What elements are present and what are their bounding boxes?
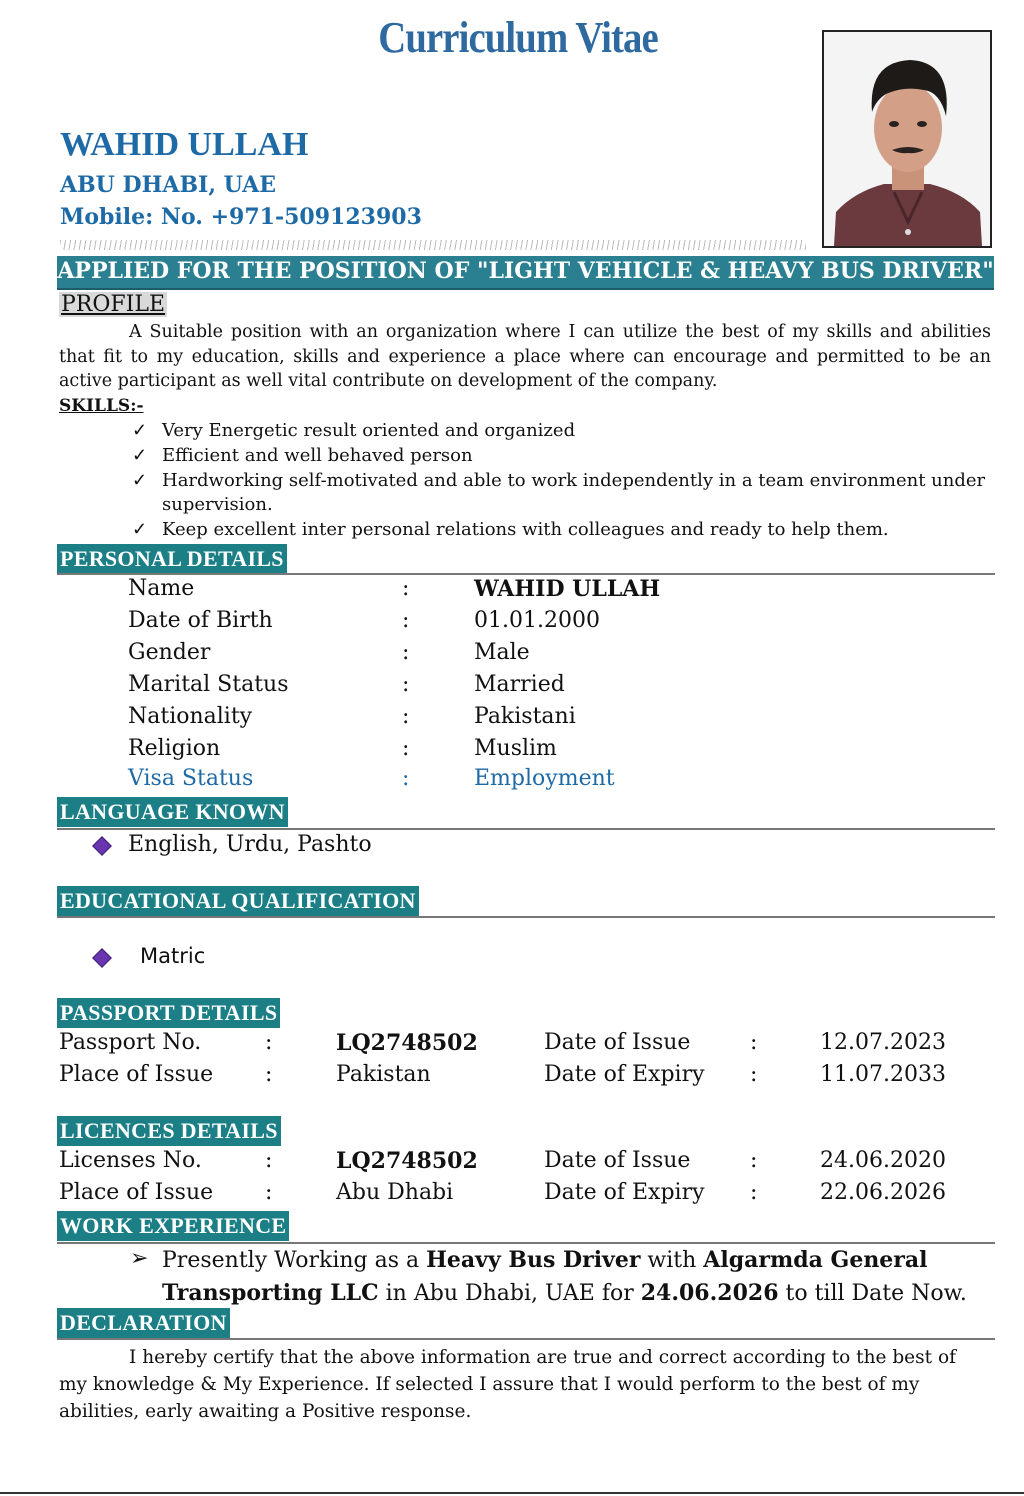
personal-value: Pakistani (474, 704, 576, 729)
colon: : (750, 1180, 758, 1205)
passport-issue-value: 12.07.2023 (820, 1030, 946, 1055)
personal-value: Employment (474, 766, 615, 791)
colon: : (750, 1062, 758, 1087)
profile-heading: PROFILE (61, 292, 166, 317)
section-rule (57, 828, 995, 830)
licence-issue-value: 24.06.2020 (820, 1148, 946, 1173)
colon: : (750, 1030, 758, 1055)
licence-heading: LICENCES DETAILS (57, 1116, 281, 1146)
personal-label: Nationality (128, 704, 253, 729)
check-icon: ✓ (132, 519, 148, 540)
skill-text: Keep excellent inter personal relations with colleagues and ready to help them. (162, 519, 889, 540)
personal-label: Gender (128, 640, 211, 665)
colon: : (402, 736, 410, 761)
declaration-text: I hereby certify that the above information are true and correct according to the best of my knowledge & My Experience. If selected I assure that I would perform to the best of my abilities, early awaiting a Positive response. (59, 1347, 956, 1422)
personal-value: Married (474, 672, 565, 697)
passport-expiry-value: 11.07.2033 (820, 1062, 946, 1087)
colon: : (402, 640, 410, 665)
candidate-mobile: Mobile: No. +971-509123903 (60, 204, 422, 230)
work-experience-text: Presently Working as a Heavy Bus Driver with Algarmda General Transporting LLC in Abu Dhabi, UAE for 24.06.2026 to till Date Now. (162, 1247, 967, 1306)
personal-value: Muslim (474, 736, 557, 761)
section-rule (57, 1338, 995, 1340)
colon: : (265, 1030, 273, 1055)
colon: : (265, 1062, 273, 1087)
personal-details-heading: PERSONAL DETAILS (57, 544, 287, 574)
personal-label: Visa Status (128, 766, 254, 791)
page-bottom-edge (0, 1492, 1024, 1494)
licence-place-label: Place of Issue (59, 1180, 214, 1205)
profile-text: A Suitable position with an organization where I can utilize the best of my skills and abilities that fit to my education, skills and experience a place where can encourage and permitted to be an active participant as well vital contribute on development of the company. (59, 322, 991, 391)
section-rule (57, 573, 995, 575)
licence-place-value: Abu Dhabi (336, 1180, 454, 1205)
dotted-divider (60, 240, 806, 250)
language-heading: LANGUAGE KNOWN (57, 797, 288, 827)
profile-photo (822, 30, 992, 248)
skill-text: Hardworking self-motivated and able to work independently in a team environment under supervision. (162, 470, 986, 515)
candidate-location: ABU DHABI, UAE (60, 172, 276, 198)
personal-value: 01.01.2000 (474, 608, 600, 633)
education-item: Matric (140, 944, 206, 968)
person-photo-icon (824, 32, 990, 246)
education-heading: EDUCATIONAL QUALIFICATION (57, 886, 419, 916)
passport-place-label: Place of Issue (59, 1062, 214, 1087)
diamond-bullet-icon (92, 948, 112, 968)
personal-label: Date of Birth (128, 608, 273, 633)
skills-heading: SKILLS:- (59, 396, 144, 416)
passport-place-value: Pakistan (336, 1062, 431, 1087)
licence-no-value: LQ2748502 (336, 1148, 478, 1174)
passport-expiry-label: Date of Expiry (544, 1062, 705, 1087)
passport-issue-label: Date of Issue (544, 1030, 691, 1055)
skill-text: Efficient and well behaved person (162, 445, 473, 466)
colon: : (402, 576, 410, 601)
personal-label: Name (128, 576, 195, 601)
declaration-heading: DECLARATION (57, 1308, 230, 1338)
personal-label: Marital Status (128, 672, 289, 697)
personal-value: WAHID ULLAH (474, 576, 661, 602)
licence-expiry-value: 22.06.2026 (820, 1180, 946, 1205)
check-icon: ✓ (132, 420, 148, 441)
section-rule (57, 916, 995, 918)
passport-no-value: LQ2748502 (336, 1030, 478, 1056)
colon: : (402, 704, 410, 729)
check-icon: ✓ (132, 470, 148, 491)
document-title: Curriculum Vitae (378, 13, 658, 62)
language-list: English, Urdu, Pashto (128, 832, 372, 857)
passport-no-label: Passport No. (59, 1030, 202, 1055)
licence-no-label: Licenses No. (59, 1148, 202, 1173)
licence-expiry-label: Date of Expiry (544, 1180, 705, 1205)
check-icon: ✓ (132, 445, 148, 466)
candidate-name: WAHID ULLAH (60, 126, 309, 163)
passport-heading: PASSPORT DETAILS (57, 998, 280, 1028)
colon: : (402, 766, 410, 791)
position-banner: APPLIED FOR THE POSITION OF "LIGHT VEHICLE & HEAVY BUS DRIVER" (57, 256, 994, 290)
colon: : (402, 608, 410, 633)
personal-value: Male (474, 640, 530, 665)
arrow-bullet-icon: ➢ (130, 1246, 149, 1271)
licence-issue-label: Date of Issue (544, 1148, 691, 1173)
work-heading: WORK EXPERIENCE (57, 1211, 289, 1241)
colon: : (750, 1148, 758, 1173)
colon: : (402, 672, 410, 697)
skill-text: Very Energetic result oriented and organized (162, 420, 576, 441)
colon: : (265, 1148, 273, 1173)
colon: : (265, 1180, 273, 1205)
personal-label: Religion (128, 736, 221, 761)
diamond-bullet-icon (92, 836, 112, 856)
